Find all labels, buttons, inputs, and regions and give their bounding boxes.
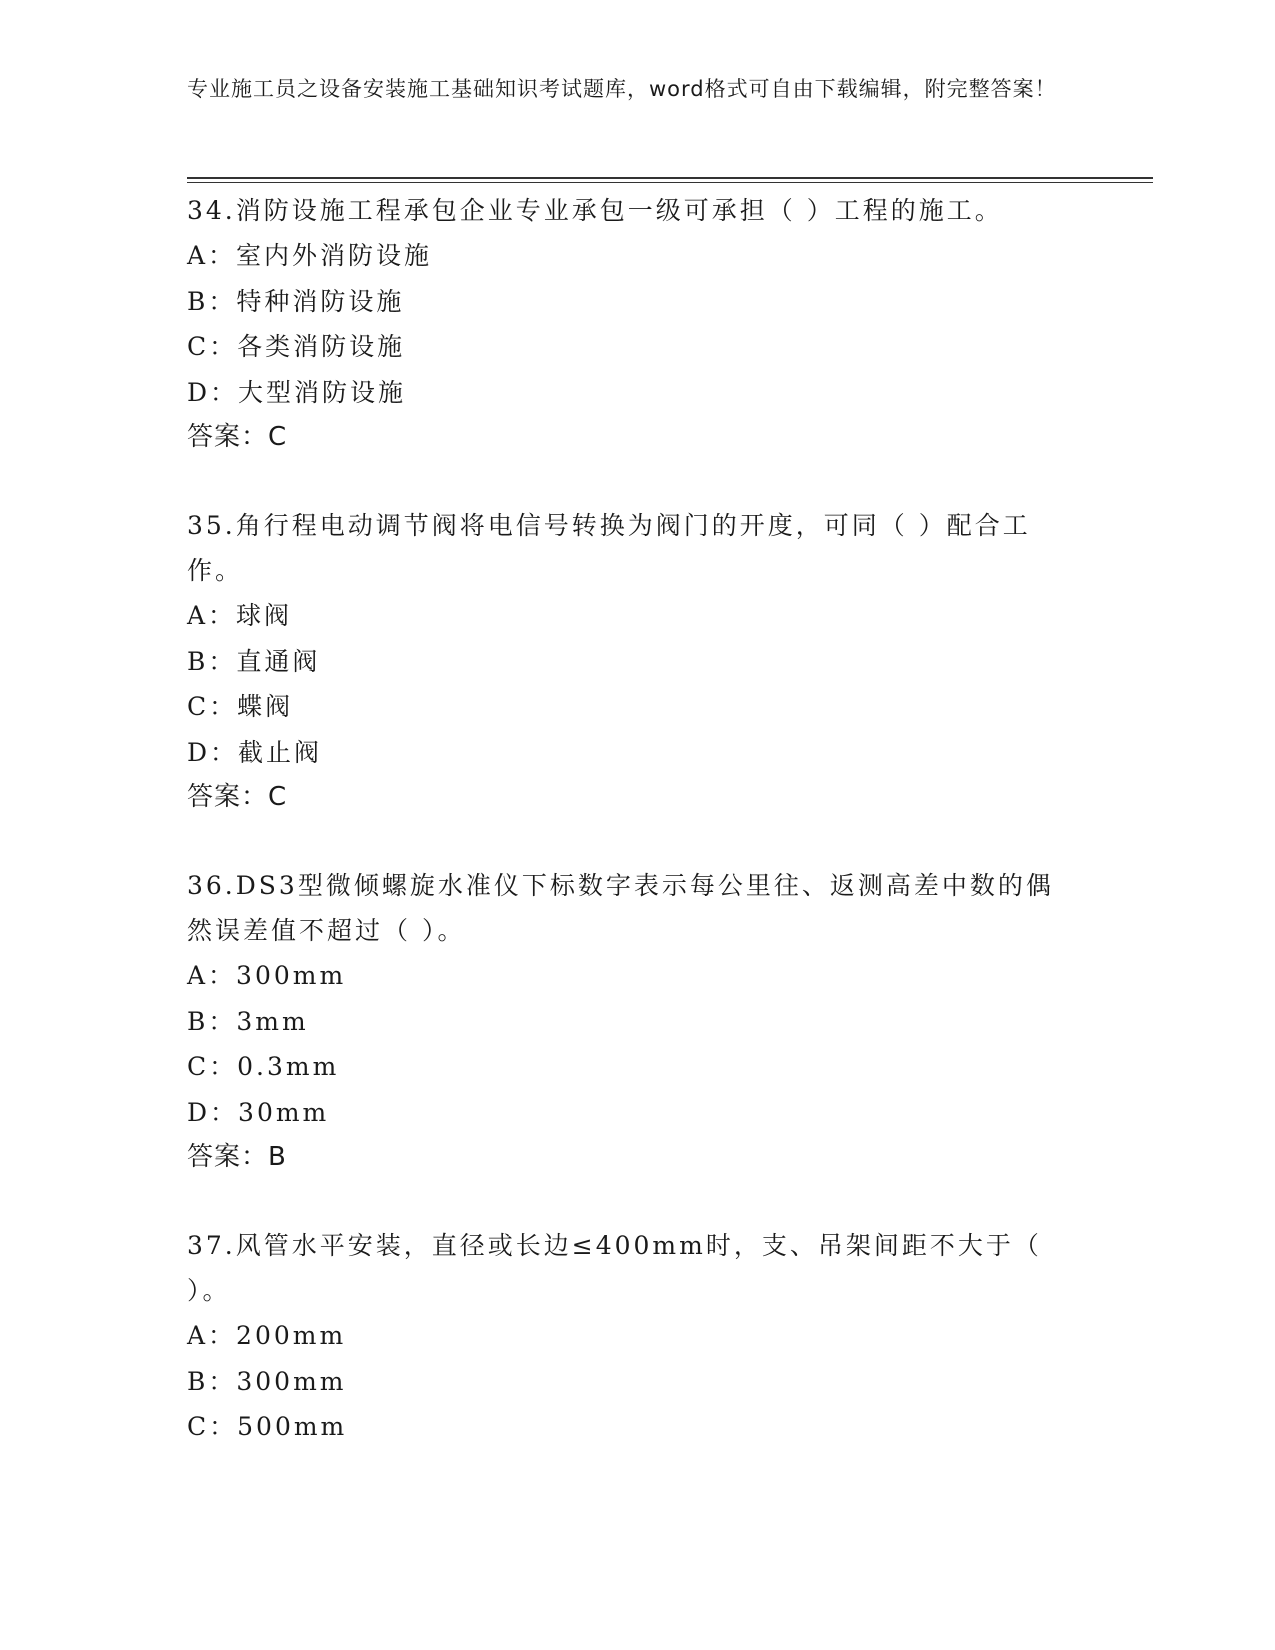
answer-line: 答案：B [187,1142,287,1172]
header-divider-thin [187,182,1153,183]
option-c: C：500mm [187,1412,348,1441]
question-34 [187,188,1067,460]
option-c: C：各类消防设施 [187,332,406,361]
question-stem: 36.DS3型微倾螺旋水准仪下标数字表示每公里往、返测高差中数的偶然误差值不超过（ ）。 [187,871,1054,945]
option-d: D：30mm [187,1097,330,1127]
option-c: C：0.3mm [187,1052,340,1081]
question-stem: 34.消防设施工程承包企业专业承包一级可承担（ ）工程的施工。 [187,196,1003,225]
question-list [187,188,1067,1493]
option-b: B：300mm [187,1366,347,1396]
option-d: D：截止阀 [187,737,323,767]
option-a: A：室内外消防设施 [187,241,433,270]
option-a: A：球阀 [187,601,293,630]
question-stem: 37.风管水平安装，直径或长边≤400mm时，支、吊架间距不大于（ ）。 [187,1231,1042,1305]
option-c: C：蝶阀 [187,692,294,721]
option-b: B：3mm [187,1006,309,1036]
option-d: D：大型消防设施 [187,377,407,407]
question-stem: 35.角行程电动调节阀将电信号转换为阀门的开度，可同（ ）配合工作。 [187,511,1031,585]
option-a: A：200mm [187,1321,347,1350]
question-37 [187,1223,1067,1450]
answer-line: 答案：C [187,422,288,452]
option-a: A：300mm [187,961,347,990]
option-b: B：特种消防设施 [187,286,405,316]
answer-line: 答案：C [187,782,288,812]
document-header: 专业施工员之设备安装施工基础知识考试题库，word格式可自由下载编辑，附完整答案！ [187,77,1057,101]
option-b: B：直通阀 [187,646,321,676]
question-36 [187,863,1067,1180]
question-35 [187,503,1067,820]
header-divider-thick [187,177,1153,179]
